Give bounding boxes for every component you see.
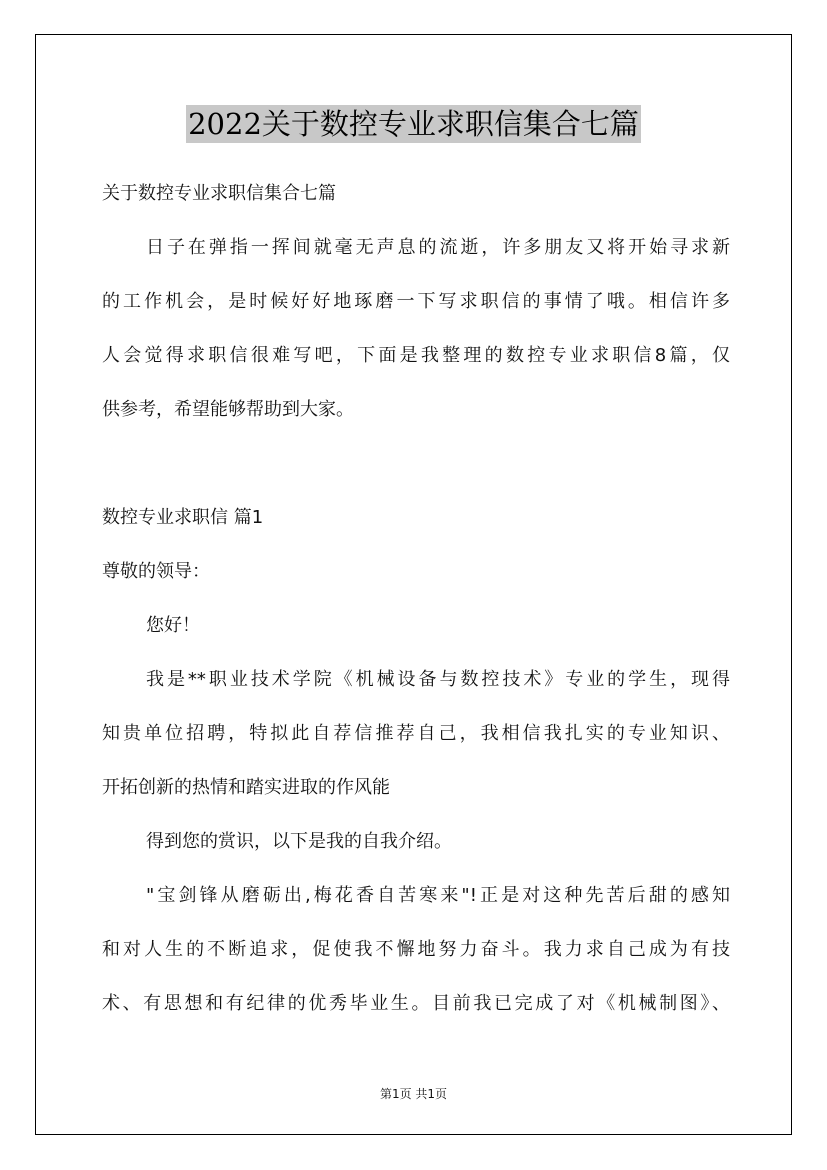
document-title <box>0 102 827 143</box>
intro-line-1: 日子在弹指一挥间就毫无声息的流逝，许多朋友又将开始寻求新 <box>146 237 730 258</box>
section-heading: 数控专业求职信 篇1 <box>102 507 264 528</box>
para3-line-3: 术、有思想和有纪律的优秀毕业生。目前我已完成了对《机械制图》、 <box>102 993 730 1014</box>
intro-line-2: 的工作机会，是时候好好地琢磨一下写求职信的事情了哦。相信许多 <box>102 291 730 312</box>
para2: 得到您的赏识，以下是我的自我介绍。 <box>146 831 452 852</box>
para3-line-1: "宝剑锋从磨砺出,梅花香自苦寒来"!正是对这种先苦后甜的感知 <box>146 885 730 906</box>
document-title-text: 2022关于数控专业求职信集合七篇 <box>188 107 639 141</box>
para1-line-1: 我是**职业技术学院《机械设备与数控技术》专业的学生，现得 <box>146 669 730 690</box>
para1-line-2: 知贵单位招聘，特拟此自荐信推荐自己，我相信我扎实的专业知识、 <box>102 723 730 744</box>
intro-line-3: 人会觉得求职信很难写吧，下面是我整理的数控专业求职信8篇，仅 <box>102 345 730 366</box>
page-footer: 第1页 共1页 <box>379 1087 448 1101</box>
para1-line-3: 开拓创新的热情和踏实进取的作风能 <box>102 777 390 798</box>
intro-line-4: 供参考，希望能够帮助到大家。 <box>102 399 354 420</box>
salutation: 尊敬的领导： <box>102 561 210 582</box>
para3-line-2: 和对人生的不断追求，促使我不懈地努力奋斗。我力求自己成为有技 <box>102 939 730 960</box>
greeting: 您好！ <box>146 615 200 636</box>
document-subtitle: 关于数控专业求职信集合七篇 <box>102 183 336 204</box>
